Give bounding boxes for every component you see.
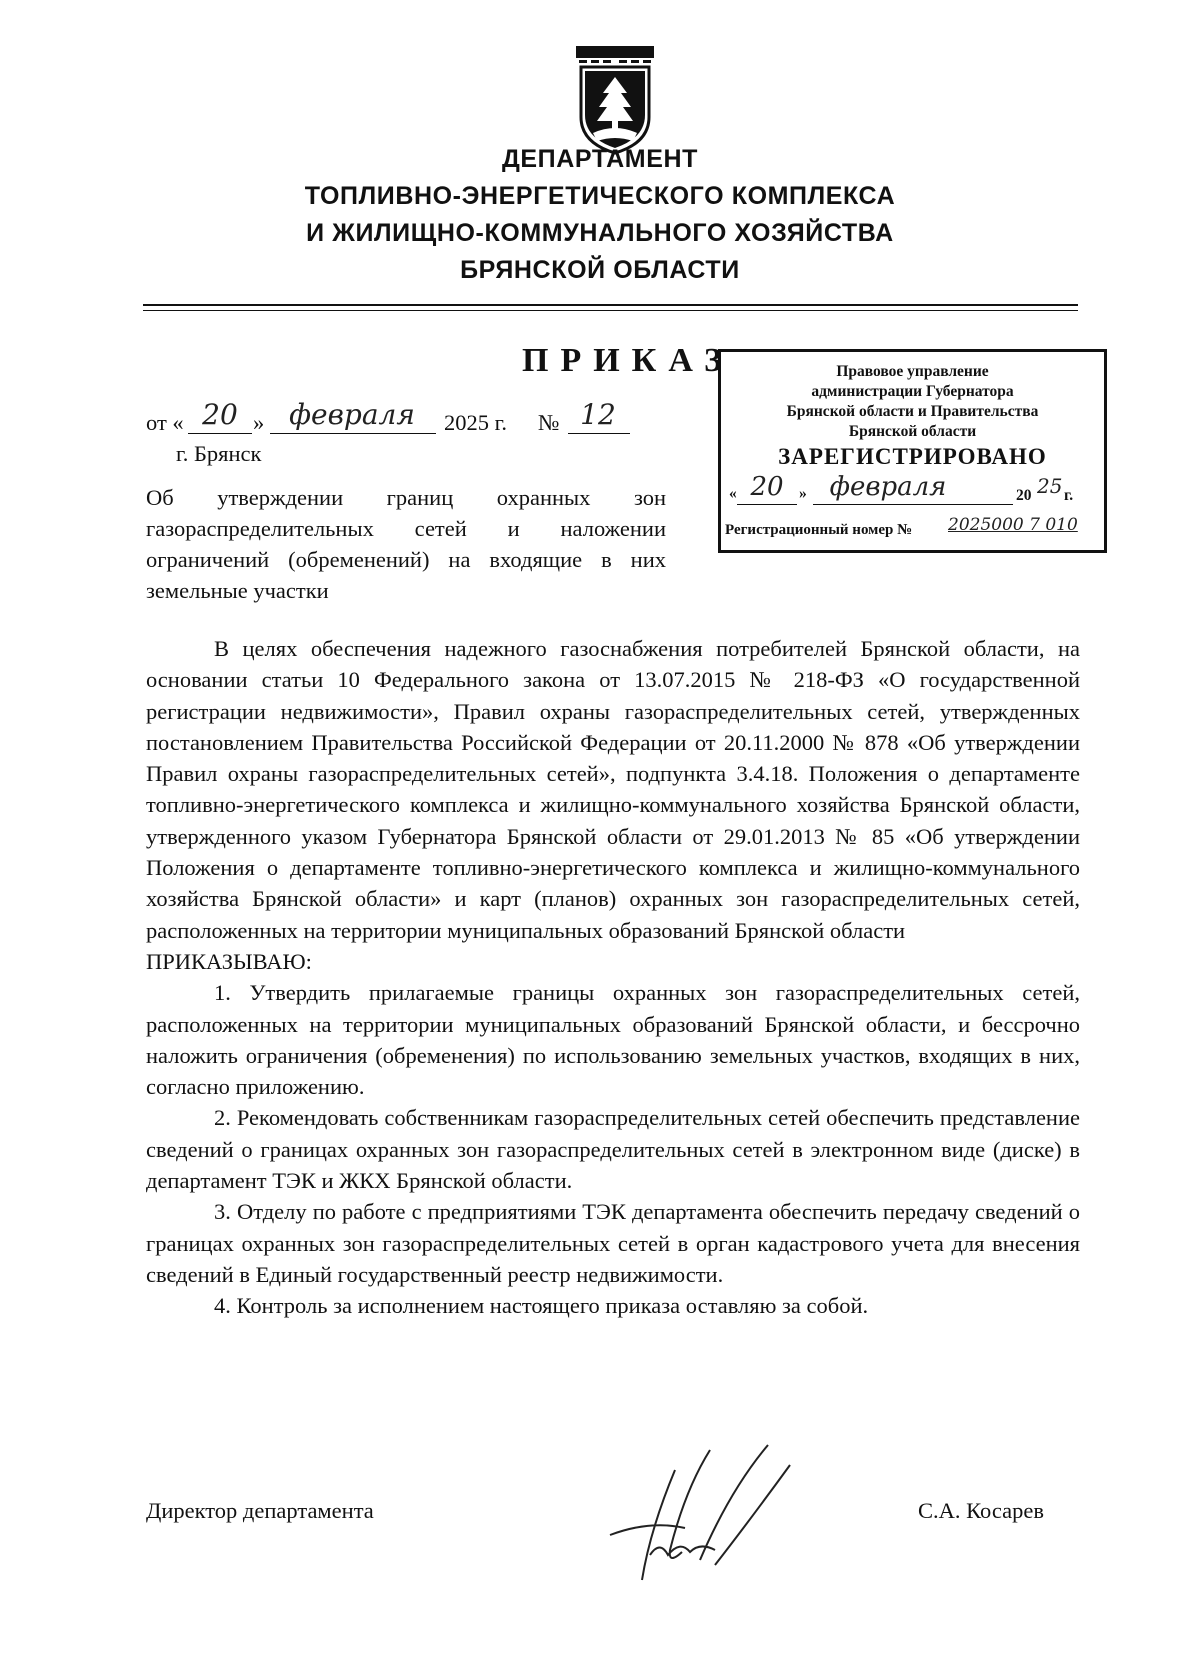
order-body (146, 633, 1080, 1322)
order-subject: Об утверждении границ охранных зон газораспределительных сетей и наложении ограничений (обременений) на входящие в них земельные участки (146, 485, 666, 603)
order-item-2: 2. Рекомендовать собственникам газораспределительных сетей обеспечить представление сведений о границах охранных зон газораспределительных сетей в электронном виде (диске) в департамент ТЭК и ЖКХ Брянской области. (146, 1105, 1080, 1194)
stamp-reg-number: 2025000 7 010 (948, 515, 1078, 535)
stamp-line-2: администрации Губернатора (811, 383, 1014, 400)
signatory-position: Директор департамента (146, 1498, 374, 1523)
order-number-label: № (538, 410, 560, 435)
department-header-line4: БРЯНСКОЙ ОБЛАСТИ (460, 256, 740, 284)
stamp-year-prefix: 20 (1016, 487, 1032, 504)
preamble-paragraph: В целях обеспечения надежного газоснабжения потребителей Брянской области, на основании статьи 10 Федерального закона от 13.07.2015 № 218-ФЗ «О государственной регистрации недвижимости», Правил охраны газораспределительных сетей, утвержденных постановлением Правительства Российской Федерации от 20.11.2000 № 878 «Об утверждении Правил охраны газораспределительных сетей», подпункта 3.4.18. Положения о департаменте топливно-энергетического комплекса и жилищно-коммунального хозяйства Брянской области, утвержденного указом Губернатора Брянской области от 29.01.2013 № 85 «Об утверждении Положения о департаменте топливно-энергетического комплекса и жилищно-коммунального хозяйства Брянской области» и карт (планов) охранных зон газораспределительных сетей, расположенных на территории муниципальных образований Брянской области (146, 636, 1080, 943)
stamp-line-4: Брянской области (848, 423, 977, 440)
stamp-year-unit: г. (1064, 487, 1074, 504)
coat-of-arms-icon (575, 45, 655, 155)
stamp-day: 20 (750, 472, 784, 502)
stamp-status: ЗАРЕГИСТРИРОВАНО (778, 444, 1047, 469)
order-item-1: 1. Утвердить прилагаемые границы охранных зон газораспределительных сетей, расположенных на территории муниципальных образований Брянской области, и бессрочно наложить ограничения (обременения) по использованию земельных участков, входящих в них, согласно приложению. (146, 980, 1080, 1100)
stamp-reg-label: Регистрационный номер № (725, 522, 913, 538)
stamp-month: февраля (829, 472, 947, 502)
order-directive-word: ПРИКАЗЫВАЮ: (146, 948, 312, 974)
department-header-line2: ТОПЛИВНО-ЭНЕРГЕТИЧЕСКОГО КОМПЛЕКСА (304, 182, 896, 210)
order-number-underline (568, 433, 630, 434)
order-year: 2025 г. (444, 410, 507, 435)
department-header-line1: ДЕПАРТАМЕНТ (501, 145, 699, 173)
order-item-4: 4. Контроль за исполнением настоящего приказа оставляю за собой. (214, 1293, 869, 1319)
order-city: г. Брянск (176, 441, 262, 466)
order-item-3: 3. Отделу по работе с предприятиями ТЭК департамента обеспечить передачу сведений о границах охранных зон газораспределительных сетей в орган кадастрового учета для внесения сведений в Единый государственный реестр недвижимости. (146, 1199, 1080, 1287)
header-divider-thick (143, 304, 1078, 306)
stamp-year-suffix: 25 (1037, 474, 1063, 498)
stamp-line-3: Брянской области и Правительства (786, 403, 1039, 420)
handwritten-signature (590, 1440, 810, 1590)
stamp-date-row: « 20 » февраля 20 25 г. (729, 472, 1074, 504)
order-month-underline (270, 433, 436, 434)
document-title: ПРИКАЗ (522, 342, 734, 379)
stamp-reg-row (721, 514, 1104, 544)
registration-stamp (718, 349, 1107, 553)
order-number: 12 (580, 398, 616, 431)
order-day: 20 (202, 398, 238, 431)
order-day-underline (188, 433, 252, 434)
header-divider-thin (143, 310, 1078, 311)
department-header-line3: И ЖИЛИЩНО-КОММУНАЛЬНОГО ХОЗЯЙСТВА (306, 219, 894, 247)
stamp-line-1: Правовое управление (836, 363, 989, 380)
order-month: февраля (289, 398, 415, 431)
signatory-name: С.А. Косарев (918, 1498, 1044, 1523)
order-date-prefix: от « (146, 410, 184, 435)
order-date-quote: » (253, 410, 265, 435)
